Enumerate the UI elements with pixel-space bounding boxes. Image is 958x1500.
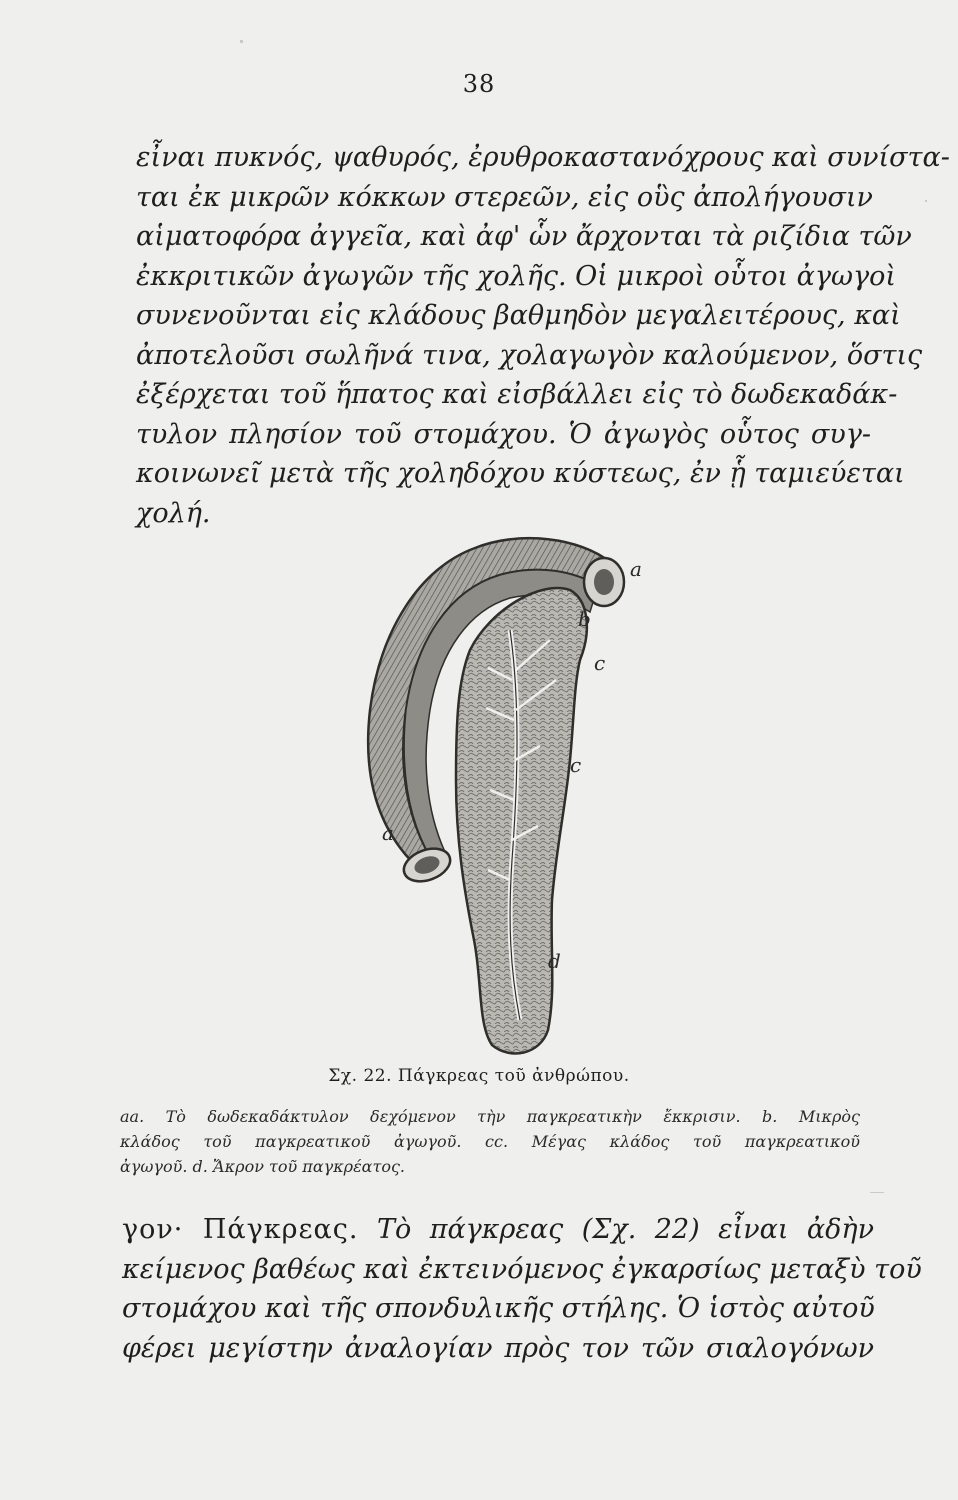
- body-paragraph-2: [122, 1210, 922, 1368]
- text-line: ἀποτελοῦσι σωλῆνά τινα, χολαγωγὸν καλούμενον, ὅστις: [136, 339, 923, 371]
- caption-line: ἀγωγοῦ. d. Ἄκρον τοῦ παγκρέατος.: [120, 1157, 406, 1176]
- text-line: ἐξέρχεται τοῦ ἥπατος καὶ εἰσβάλλει εἰς τὸ δωδεκαδάκ-: [136, 379, 898, 410]
- text-line: κοινωνεῖ μετὰ τῆς χοληδόχου κύστεως, ἐν ᾗ ταμιεύεται: [136, 458, 905, 489]
- text-fragment: Τὸ πάγκρεας (Σχ. 22) εἶναι ἀδὴν: [376, 1214, 874, 1245]
- text-line: εἶναι πυκνός, ψαθυρός, ἐρυθροκαστανόχρους καὶ συνίστα-: [136, 142, 950, 173]
- text-line: συνενοῦνται εἰς κλάδους βαθμηδὸν μεγαλειτέρους, καὶ: [136, 300, 901, 331]
- text-line: ται ἐκ μικρῶν κόκκων στερεῶν, εἰς οὓς ἀπολήγουσιν: [136, 181, 873, 213]
- scan-speck: [870, 1192, 884, 1193]
- text-line: κείμενος βαθέως καὶ ἐκτεινόμενος ἐγκαρσίως μεταξὺ τοῦ: [122, 1253, 922, 1285]
- label-c: c: [570, 753, 582, 777]
- label-a: a: [630, 557, 642, 581]
- text-line: ἐκκριτικῶν ἀγωγῶν τῆς χολῆς. Οἱ μικροὶ οὗτοι ἀγωγοὶ: [136, 260, 896, 292]
- caption-line: aa. Τὸ δωδεκαδάκτυλον δεχόμενον τὴν παγκρεατικὴν ἔκκρισιν. b. Μικρὸς: [120, 1107, 860, 1126]
- text-line: χολή.: [136, 497, 211, 529]
- label-c: c: [594, 651, 606, 675]
- text-line: φέρει μεγίστην ἀναλογίαν πρὸς τον τῶν σιαλογόνων: [122, 1332, 874, 1364]
- label-d: d: [548, 949, 561, 973]
- label-b: b: [578, 607, 591, 631]
- page-number: 38: [462, 70, 496, 98]
- figure-caption-title: Σχ. 22. Πάγκρεας τοῦ ἀνθρώπου.: [328, 1066, 630, 1086]
- text-line: στομάχου καὶ τῆς σπονδυλικῆς στήλης. Ὁ ἱστὸς αὐτοῦ: [122, 1293, 875, 1324]
- caption-line: κλάδος τοῦ παγκρεατικοῦ ἀγωγοῦ. cc. Μέγας κλάδος τοῦ παγκρεατικοῦ: [120, 1132, 860, 1151]
- label-a: a: [382, 821, 394, 845]
- text-line: τυλον πλησίον τοῦ στομάχου. Ὁ ἀγωγὸς οὗτος συγ-: [136, 418, 871, 450]
- scan-speck: [925, 200, 927, 202]
- text-line: [122, 1210, 874, 1250]
- figure-caption: [120, 1104, 860, 1179]
- text-line: αἱματοφόρα ἀγγεῖα, καὶ ἀφ' ὧν ἄρχονται τὰ ριζίδια τῶν: [136, 221, 912, 252]
- scan-speck: [240, 40, 243, 43]
- pancreas-illustration: [360, 520, 660, 1070]
- section-heading: γον· Πάγκρεας.: [122, 1214, 359, 1245]
- body-paragraph-1: [136, 138, 950, 533]
- pancreas-body: [456, 588, 587, 1053]
